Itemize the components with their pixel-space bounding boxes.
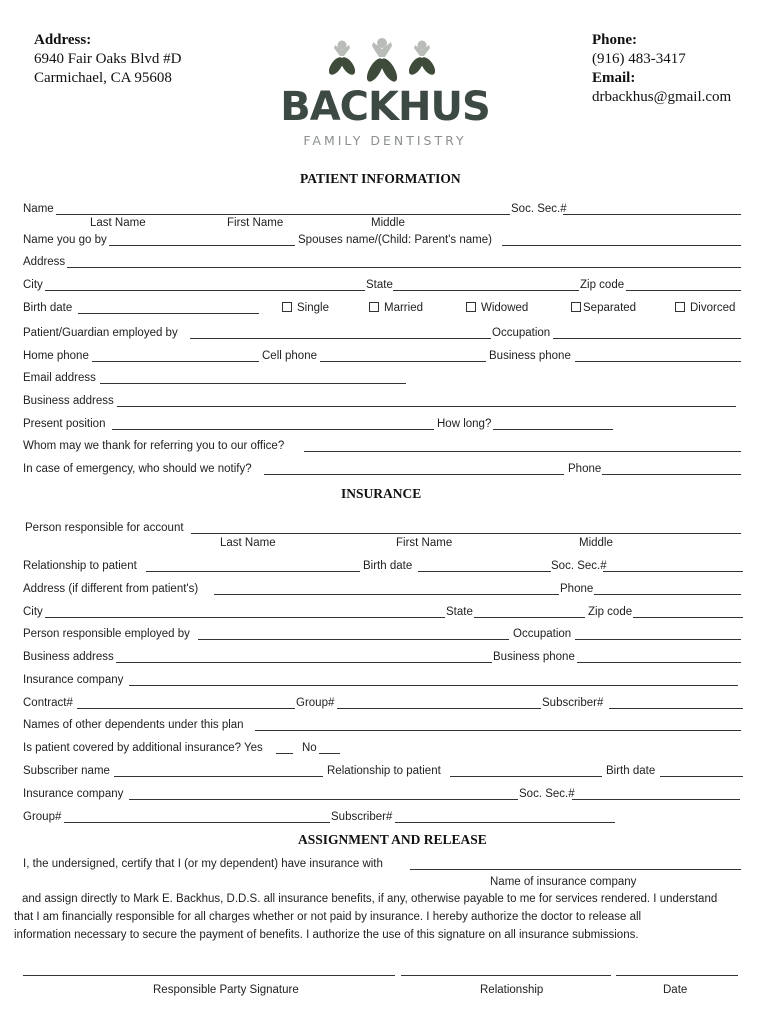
insurance-company-field[interactable] <box>129 685 738 686</box>
company-caption: Name of insurance company <box>490 876 637 888</box>
status-single[interactable]: Single <box>282 301 329 315</box>
checkbox-icon <box>675 302 685 312</box>
address-heading: Address: <box>34 32 92 48</box>
checkbox-icon <box>466 302 476 312</box>
ins-relationship2-field[interactable] <box>450 776 602 777</box>
state-field[interactable] <box>393 290 579 291</box>
insurance-company-name-field[interactable] <box>410 869 741 870</box>
insurance-company-label: Insurance company <box>23 674 124 686</box>
other-dependents-field[interactable] <box>255 730 741 731</box>
ins-birth-date2-label: Birth date <box>606 765 656 777</box>
name-go-by-field[interactable] <box>109 245 295 246</box>
other-dependents-label: Names of other dependents under this plan <box>23 719 244 731</box>
how-long-label: How long? <box>437 418 492 430</box>
zip-label: Zip code <box>580 279 625 291</box>
ins-birth-date-field[interactable] <box>418 571 551 572</box>
status-separated[interactable]: Separated <box>571 301 636 315</box>
checkbox-icon <box>369 302 379 312</box>
emergency-phone-field[interactable] <box>602 474 741 475</box>
name-go-by-label: Name you go by <box>23 234 107 246</box>
checkbox-icon <box>571 302 581 312</box>
ins-first-name-caption: First Name <box>396 537 453 549</box>
subscriber-name-field[interactable] <box>114 776 323 777</box>
ins-phone-label: Phone <box>560 583 594 595</box>
subscriber-name-label: Subscriber name <box>23 765 110 777</box>
ins-ssn-label: Soc. Sec.# <box>551 560 607 572</box>
date-field[interactable] <box>616 975 738 976</box>
spouse-field[interactable] <box>502 245 741 246</box>
zip-field[interactable] <box>626 290 741 291</box>
email-label: Email address <box>23 372 96 384</box>
ins-business-address-label: Business address <box>23 651 114 663</box>
logo-name: BACKHUS <box>280 84 490 130</box>
ins-ssn-field[interactable] <box>603 571 743 572</box>
checkbox-icon <box>282 302 292 312</box>
ins-address-field[interactable] <box>214 594 559 595</box>
assignment-paragraph <box>14 890 754 944</box>
middle-caption: Middle <box>371 217 405 229</box>
contract-label: Contract# <box>23 697 73 709</box>
group2-field[interactable] <box>64 822 330 823</box>
home-phone-label: Home phone <box>23 350 89 362</box>
ins-address-label: Address (if different from patient's) <box>23 583 199 595</box>
referral-label: Whom may we thank for referring you to our office? <box>23 440 285 452</box>
group2-label: Group# <box>23 811 62 823</box>
ins-ssn2-label: Soc. Sec.# <box>519 788 575 800</box>
insurance-title: INSURANCE <box>341 486 422 501</box>
ins-employed-field[interactable] <box>198 639 509 640</box>
cell-phone-label: Cell phone <box>262 350 317 362</box>
ins-zip-label: Zip code <box>588 606 633 618</box>
address-field[interactable] <box>67 267 741 268</box>
employed-by-label: Patient/Guardian employed by <box>23 327 178 339</box>
email-heading: Email: <box>592 70 636 86</box>
business-address-label: Business address <box>23 395 114 407</box>
city-label: City <box>23 279 43 291</box>
group-label: Group# <box>296 697 335 709</box>
status-divorced[interactable]: Divorced <box>675 301 735 315</box>
responsible-field[interactable] <box>191 533 741 534</box>
subscriber-field[interactable] <box>609 708 743 709</box>
logo-tagline: FAMILY DENTISTRY <box>303 133 467 148</box>
responsible-label: Person responsible for account <box>25 522 184 534</box>
relationship-field[interactable] <box>401 975 611 976</box>
ins-occupation-field[interactable] <box>575 639 741 640</box>
ins-phone-field[interactable] <box>594 594 741 595</box>
assignment-line1: and assign directly to Mark E. Backhus, D.D.S. all insurance benefits, if any, otherwise payable to me for services rendered. I understand <box>22 893 718 905</box>
assignment-line2: that I am financially responsible for all charges whether or not paid by insurance. I hereby authorize the doctor to release all <box>14 911 642 923</box>
ins-zip-field[interactable] <box>633 617 743 618</box>
ins-birth-date-label: Birth date <box>363 560 413 572</box>
spouse-label: Spouses name/(Child: Parent's name) <box>298 234 492 246</box>
signature-field[interactable] <box>23 975 395 976</box>
phone-heading: Phone: <box>592 32 637 48</box>
relationship-caption: Relationship <box>480 984 544 996</box>
additional-insurance-label: Is patient covered by additional insurance? Yes <box>23 742 263 754</box>
ins-birth-date2-field[interactable] <box>660 776 743 777</box>
business-phone-label: Business phone <box>489 350 571 362</box>
name-field[interactable] <box>56 214 510 215</box>
ins-employed-label: Person responsible employed by <box>23 628 190 640</box>
how-long-field[interactable] <box>493 429 613 430</box>
ins-ssn2-field[interactable] <box>572 799 740 800</box>
subscriber-label: Subscriber# <box>542 697 604 709</box>
ssn-field[interactable] <box>563 214 741 215</box>
birth-date-field[interactable] <box>78 313 259 314</box>
ins-relationship2-label: Relationship to patient <box>327 765 441 777</box>
phone-value: (916) 483-3417 <box>592 51 686 67</box>
employed-by-field[interactable] <box>190 338 491 339</box>
last-name-caption: Last Name <box>90 217 146 229</box>
occupation-label: Occupation <box>492 327 551 339</box>
ins-city-label: City <box>23 606 43 618</box>
cell-phone-field[interactable] <box>320 361 486 362</box>
insurance-company2-field[interactable] <box>129 799 518 800</box>
birth-date-label: Birth date <box>23 302 73 314</box>
address-label: Address <box>23 256 66 268</box>
business-address-field[interactable] <box>117 406 736 407</box>
emergency-field[interactable] <box>264 474 564 475</box>
city-field[interactable] <box>45 290 365 291</box>
referral-field[interactable] <box>304 451 741 452</box>
ins-state-label: State <box>446 606 473 618</box>
ins-business-phone-field[interactable] <box>577 662 741 663</box>
first-name-caption: First Name <box>227 217 284 229</box>
ins-state-field[interactable] <box>474 617 585 618</box>
address-line1: 6940 Fair Oaks Blvd #D <box>34 51 182 67</box>
ins-middle-caption: Middle <box>579 537 613 549</box>
subscriber2-field[interactable] <box>395 822 615 823</box>
state-label: State <box>366 279 393 291</box>
assignment-title: ASSIGNMENT AND RELEASE <box>298 832 487 847</box>
email-value: drbackhus@gmail.com <box>592 89 732 105</box>
present-position-field[interactable] <box>112 429 434 430</box>
ssn-label: Soc. Sec.# <box>511 203 567 215</box>
additional-no-label: No <box>302 742 317 754</box>
logo-figures-icon <box>322 36 442 88</box>
date-caption: Date <box>663 984 688 996</box>
status-widowed[interactable]: Widowed <box>466 301 528 315</box>
occupation-field[interactable] <box>553 338 741 339</box>
name-label: Name <box>23 203 54 215</box>
group-field[interactable] <box>337 708 541 709</box>
ins-last-name-caption: Last Name <box>220 537 276 549</box>
signature-caption: Responsible Party Signature <box>153 984 299 996</box>
ins-relationship-label: Relationship to patient <box>23 560 137 572</box>
additional-no-field[interactable] <box>319 753 340 754</box>
ins-occupation-label: Occupation <box>513 628 572 640</box>
address-block <box>34 31 182 88</box>
business-phone-field[interactable] <box>575 361 741 362</box>
address-line2: Carmichael, CA 95608 <box>34 70 172 86</box>
additional-yes-field[interactable] <box>276 753 293 754</box>
present-position-label: Present position <box>23 418 106 430</box>
home-phone-field[interactable] <box>92 361 259 362</box>
emergency-phone-label: Phone <box>568 463 602 475</box>
contract-field[interactable] <box>77 708 295 709</box>
patient-information-title: PATIENT INFORMATION <box>300 171 461 186</box>
subscriber2-label: Subscriber# <box>331 811 393 823</box>
emergency-label: In case of emergency, who should we notify? <box>23 463 252 475</box>
email-field[interactable] <box>100 383 406 384</box>
ins-business-address-field[interactable] <box>116 662 492 663</box>
contact-block <box>592 31 731 107</box>
ins-city-field[interactable] <box>45 617 445 618</box>
assignment-line3: information necessary to secure the payment of benefits. I authorize the use of this signature on all insurance submissions. <box>14 929 639 941</box>
insurance-company2-label: Insurance company <box>23 788 124 800</box>
status-married[interactable]: Married <box>369 301 423 315</box>
ins-relationship-field[interactable] <box>146 571 360 572</box>
ins-business-phone-label: Business phone <box>493 651 575 663</box>
certify-text: I, the undersigned, certify that I (or my dependent) have insurance with <box>23 858 383 870</box>
